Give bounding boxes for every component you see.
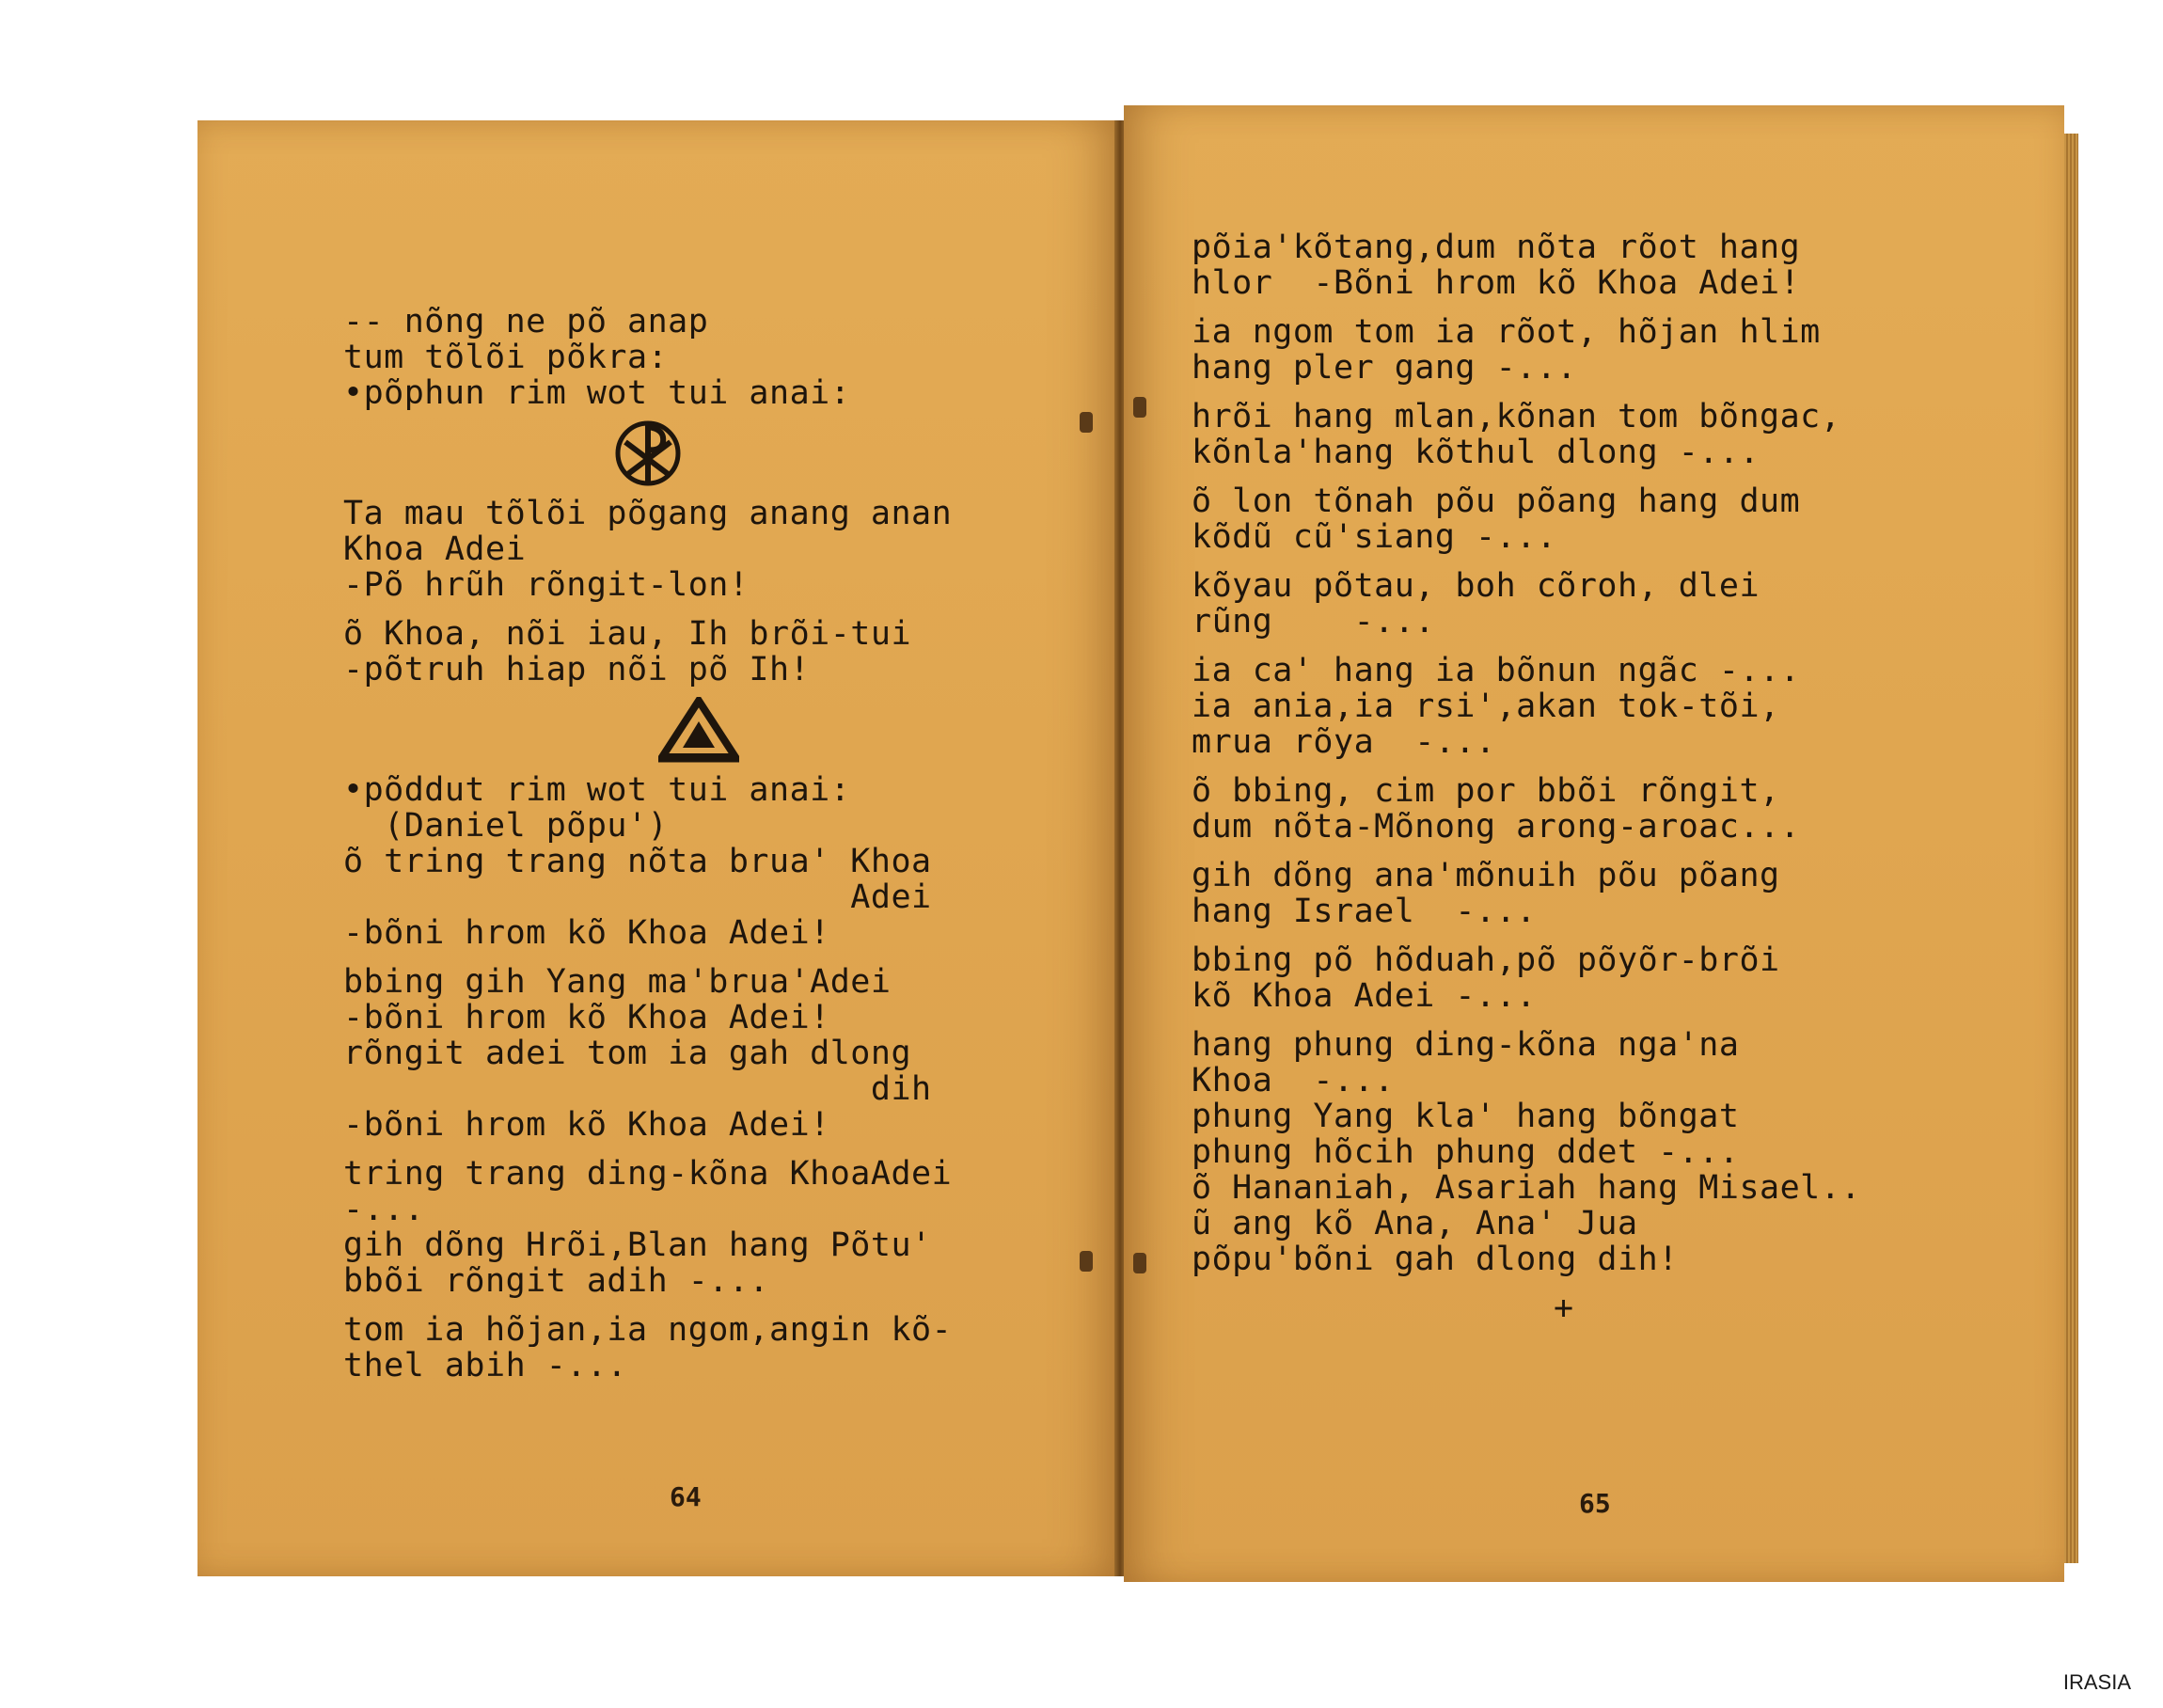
text-line: -... bbox=[343, 1191, 425, 1228]
left-page bbox=[197, 120, 1117, 1576]
text-line: -bõni hrom kõ Khoa Adei! bbox=[343, 999, 830, 1036]
trinity-triangle-symbol bbox=[343, 688, 952, 772]
text-line: õ lon tõnah põu põang hang dum bbox=[1192, 482, 1801, 520]
text-line: tring trang ding-kõna KhoaAdei bbox=[343, 1155, 953, 1193]
text-line: tum tõlõi põkra: bbox=[343, 339, 669, 376]
text-line: bbing põ hõduah,põ põyõr-brõi bbox=[1192, 941, 1780, 979]
text-line: mrua rõya -... bbox=[1192, 723, 1496, 761]
page-number: 64 bbox=[670, 1481, 702, 1512]
text-line: rũng -... bbox=[1192, 603, 1435, 640]
staple bbox=[1133, 397, 1146, 418]
text-line: õ Hananiah, Asariah hang Misael.. bbox=[1192, 1169, 1861, 1207]
text-line: ia ca' hang ia bõnun ngãc -... bbox=[1192, 652, 1801, 689]
text-line: ũ ang kõ Ana, Ana' Jua bbox=[1192, 1205, 1638, 1242]
text-line: hang pler gang -... bbox=[1192, 349, 1577, 387]
text-line: rõngit adei tom ia gah dlong bbox=[343, 1035, 912, 1072]
text-line: kõ Khoa Adei -... bbox=[1192, 977, 1537, 1015]
text-line: õ tring trang nõta brua' Khoa bbox=[343, 843, 932, 880]
text-line: gih dõng ana'mõnuih põu põang bbox=[1192, 857, 1780, 894]
staple bbox=[1080, 1251, 1093, 1272]
text-line: dih bbox=[343, 1070, 932, 1108]
text-line: hlor -Bõni hrom kõ Khoa Adei! bbox=[1192, 264, 1801, 302]
text-line: Ta mau tõlõi põgang anang anan bbox=[343, 495, 953, 532]
text-line: hang Israel -... bbox=[1192, 893, 1537, 930]
page-edges bbox=[2064, 134, 2078, 1563]
text-line: põia'kõtang,dum nõta rõot hang bbox=[1192, 229, 1801, 266]
text-line: thel abih -... bbox=[343, 1347, 628, 1384]
text-line: phung hõcih phung ddet -... bbox=[1192, 1133, 1740, 1171]
text-line: bbõi rõngit adih -... bbox=[343, 1262, 770, 1300]
text-line: dum nõta-Mõnong arong-aroac... bbox=[1192, 808, 1801, 846]
text-line: •põphun rim wot tui anai: bbox=[343, 374, 851, 412]
text-line: (Daniel põpu') bbox=[343, 807, 669, 845]
text-line: -Põ hrũh rõngit-lon! bbox=[343, 566, 750, 604]
open-booklet bbox=[197, 105, 2078, 1580]
right-page-text bbox=[1192, 229, 1861, 1326]
text-line: tom ia hõjan,ia ngom,angin kõ- bbox=[343, 1311, 953, 1349]
chi-rho-symbol bbox=[343, 411, 952, 496]
text-line: -- nõng ne põ anap bbox=[343, 303, 709, 340]
text-line: ia ngom tom ia rõot, hõjan hlim bbox=[1192, 313, 1821, 351]
text-line: õ Khoa, nõi iau, Ih brõi-tui bbox=[343, 615, 912, 653]
text-line: hrõi hang mlan,kõnan tom bõngac, bbox=[1192, 398, 1841, 435]
text-line: põpu'bõni gah dlong dih! bbox=[1192, 1241, 1679, 1278]
text-line: kõnla'hang kõthul dlong -... bbox=[1192, 434, 1760, 471]
text-line: bbing gih Yang ma'brua'Adei bbox=[343, 963, 892, 1001]
staple bbox=[1133, 1253, 1146, 1273]
text-line: Adei bbox=[343, 878, 932, 916]
text-line: hang phung ding-kõna nga'na bbox=[1192, 1026, 1740, 1064]
right-page bbox=[1124, 105, 2064, 1582]
page-number: 65 bbox=[1579, 1488, 1611, 1519]
text-line: õ bbing, cim por bbõi rõngit, bbox=[1192, 772, 1780, 810]
text-line: gih dõng Hrõi,Blan hang Põtu' bbox=[343, 1226, 932, 1264]
text-line: phung Yang kla' hang bõngat bbox=[1192, 1098, 1740, 1135]
text-line: Khoa Adei bbox=[343, 530, 527, 568]
text-line: -põtruh hiap nõi põ Ih! bbox=[343, 651, 811, 688]
watermark: IRASIA bbox=[2062, 1670, 2131, 1694]
text-line: kõdũ cũ'siang -... bbox=[1192, 518, 1557, 556]
text-line: Khoa -... bbox=[1192, 1062, 1395, 1099]
text-line: ia ania,ia rsi',akan tok-tõi, bbox=[1192, 688, 1780, 725]
staple bbox=[1080, 412, 1093, 433]
text-line: -bõni hrom kõ Khoa Adei! bbox=[343, 914, 830, 952]
text-line: -bõni hrom kõ Khoa Adei! bbox=[343, 1106, 830, 1144]
text-line: •põddut rim wot tui anai: bbox=[343, 771, 851, 809]
end-cross: + bbox=[1554, 1289, 1574, 1327]
left-page-text bbox=[343, 304, 952, 1384]
text-line: kõyau põtau, boh cõroh, dlei bbox=[1192, 567, 1760, 605]
